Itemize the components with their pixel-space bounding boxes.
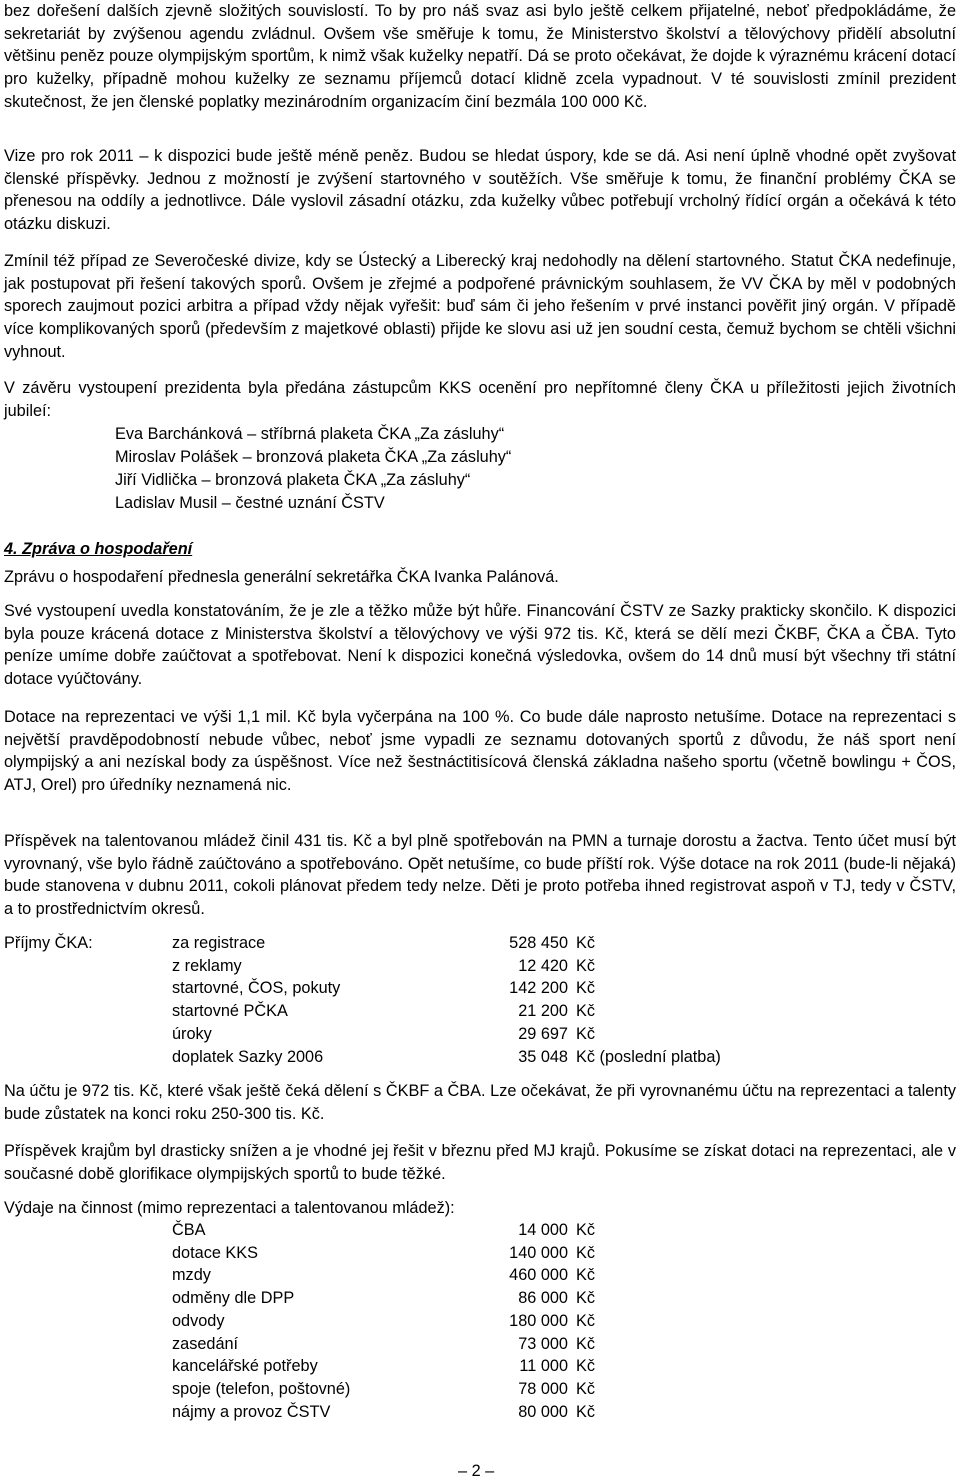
income-currency: Kč bbox=[576, 1002, 596, 1021]
table-row bbox=[172, 1310, 595, 1333]
expense-item: zasedání bbox=[172, 1334, 239, 1353]
expense-amount: 78 000 bbox=[518, 1379, 568, 1398]
table-row bbox=[172, 1378, 595, 1401]
income-amount: 29 697 bbox=[518, 1024, 568, 1043]
income-item: úroky bbox=[172, 1024, 212, 1043]
income-currency: Kč (poslední platba) bbox=[576, 1047, 721, 1066]
income-item: startovné PČKA bbox=[172, 1002, 288, 1021]
expense-currency: Kč bbox=[576, 1266, 596, 1285]
expense-item: nájmy a provoz ČSTV bbox=[172, 1402, 331, 1421]
expense-item: mzdy bbox=[172, 1266, 211, 1285]
paragraph-zprava-prednesla: Zprávu o hospodaření přednesla generální sekretářka ČKA Ivanka Palánová. bbox=[4, 568, 559, 586]
paragraph-dotace-olympijske: bez dořešení dalších zjevně složitých souvislostí. To by pro náš svaz asi bylo ještě celkem přijatelné, neboť předpokládáme, že sekretariát by zvýšenou agendu zvládnul. Ovšem vše směřuje k tomu, že Ministerstvo školství a tělovýchovy přidělí absolutní většinu peněz pouze olympijským sportům, k nimž však kuželky nepatří. Dá se proto očekávat, že dojde k výraznému krácení dotací pro kuželky, případně mohou kuželky ze seznamu příjemců dotací klidně zcela vypadnout. V té souvislosti zmínil prezident skutečnost, že jen členské poplatky mezinárodním organizacím činí bezmála 100 000 Kč. bbox=[4, 2, 956, 111]
page-number: – 2 – bbox=[458, 1462, 495, 1480]
paragraph-reprezentace: Dotace na reprezentaci ve výši 1,1 mil. Kč byla vyčerpána na 100 %. Co bude dále naprosto netušíme. Dotace na reprezentaci s největší pravděpodobností nebude vůbec, neboť jsme vypadli ze seznamu dotovaných sportů z důvodu, že náš sport není olympijský a ani nezískal body za úspěšnost. Více než šestnáctitisícová členská základna našeho sportu (včetně bowlingu + ČOS, ATJ, Orel) pro úředníky neznamená nic. bbox=[4, 708, 956, 795]
paragraph-ucet: Na účtu je 972 tis. Kč, které však ještě čeká dělení s ČKBF a ČBA. Lze očekávat, že při vyrovnanému účtu na reprezentaci a talenty bude zůstatek na konci roku 250-300 tis. Kč. bbox=[4, 1082, 956, 1123]
expense-currency: Kč bbox=[576, 1379, 596, 1398]
expense-item: odvody bbox=[172, 1311, 225, 1330]
income-currency: Kč bbox=[576, 979, 596, 998]
table-row bbox=[172, 1264, 595, 1287]
expense-amount: 86 000 bbox=[518, 1289, 568, 1308]
table-row bbox=[172, 1242, 595, 1265]
income-label: Příjmy ČKA: bbox=[4, 934, 93, 952]
section-heading-hospodareni: 4. Zpráva o hospodaření bbox=[4, 540, 193, 558]
table-row bbox=[4, 1023, 721, 1046]
expense-currency: Kč bbox=[576, 1334, 596, 1353]
expense-amount: 14 000 bbox=[518, 1221, 568, 1239]
income-currency: Kč bbox=[576, 934, 596, 952]
expense-amount: 140 000 bbox=[509, 1243, 568, 1262]
income-table bbox=[4, 932, 721, 1068]
expense-item: dotace KKS bbox=[172, 1243, 258, 1262]
expenses-table bbox=[172, 1219, 595, 1423]
table-row bbox=[4, 955, 721, 978]
income-item: doplatek Sazky 2006 bbox=[172, 1047, 324, 1066]
paragraph-vize-2011: Vize pro rok 2011 – k dispozici bude ještě méně peněz. Budou se hledat úspory, kde se dá. Asi není úplně vhodné opět zvyšovat členské příspěvky. Jednou z možností je zvýšení startovného v soutěžích. Vše směřuje k tomu, že finanční problémy ČKA se přenesou na oddíly a jednotlivce. Dále vyslovil zásadní otázku, zda kuželky vůbec potřebují vrcholný řídící orgán a očekává k této otázku diskuzi. bbox=[4, 147, 956, 234]
expense-currency: Kč bbox=[576, 1402, 596, 1421]
award-line: Eva Barchánková – stříbrná plaketa ČKA „Za zásluhy“ bbox=[115, 425, 505, 443]
expense-item: ČBA bbox=[172, 1221, 206, 1239]
income-amount: 21 200 bbox=[518, 1002, 568, 1021]
expense-amount: 73 000 bbox=[518, 1334, 568, 1353]
paragraph-financovani: Své vystoupení uvedla konstatováním, že je zle a těžko může být hůře. Financování ČSTV ze Sazky prakticky skončilo. K dispozici byla pouze krácená dotace z Ministerstva školství a tělovýchovy ve výši 972 tis. Kč, která se dělí mezi ČKBF, ČKA a ČBA. Tyto peníze umíme dobře zaúčtovat a spotřebovat. Není k dispozici konečná výsledovka, ovšem do 14 dnů musí být všechny tři státní dotace vyúčtovány. bbox=[4, 602, 956, 689]
table-row bbox=[172, 1219, 595, 1242]
table-row bbox=[4, 977, 721, 1000]
paragraph-prispevek-krajum: Příspěvek krajům byl drasticky snížen a je vhodné jej řešit v březnu před MJ krajů. Pokusíme se získat dotaci na reprezentaci, ale v současné době glorifikace olympijských sportů to bude těžké. bbox=[4, 1142, 956, 1183]
income-item: startovné, ČOS, pokuty bbox=[172, 979, 341, 998]
expense-amount: 11 000 bbox=[519, 1357, 568, 1376]
award-line: Ladislav Musil – čestné uznání ČSTV bbox=[115, 494, 385, 512]
table-row bbox=[4, 1000, 721, 1023]
income-amount: 12 420 bbox=[518, 956, 568, 975]
income-amount: 528 450 bbox=[509, 934, 568, 952]
table-row bbox=[4, 1046, 721, 1069]
expense-currency: Kč bbox=[576, 1311, 596, 1330]
table-row bbox=[172, 1287, 595, 1310]
paragraph-severoceska-divize: Zmínil též případ ze Severočeské divize, kdy se Ústecký a Liberecký kraj nedohodly na dělení startovného. Statut ČKA nedefinuje, jak postupovat při řešení takových sporů. Ovšem je zřejmé a podpořené právnickým souhlasem, že VV ČKA by měl v podobných sporech zaujmout pozici arbitra a případ vždy nějak vyřešit: buď sám či jeho řešením v prvé instanci pověřit jiný orgán. V případě více komplikovaných sporů (především z majetkové oblasti) přijde ke slovu asi už jen soudní cesta, čemuž bychom se chtěli všichni vyhnout. bbox=[4, 252, 956, 361]
income-item: z reklamy bbox=[172, 956, 242, 975]
award-line: Miroslav Polášek – bronzová plaketa ČKA „Za zásluhy“ bbox=[115, 448, 512, 466]
expense-currency: Kč bbox=[576, 1357, 596, 1376]
award-line: Jiří Vidlička – bronzová plaketa ČKA „Za zásluhy“ bbox=[115, 471, 471, 489]
expense-amount: 460 000 bbox=[509, 1266, 568, 1285]
table-row bbox=[172, 1401, 595, 1424]
expense-currency: Kč bbox=[576, 1243, 596, 1262]
paragraph-vydaje-intro: Výdaje na činnost (mimo reprezentaci a talentovanou mládež): bbox=[4, 1199, 455, 1217]
income-amount: 142 200 bbox=[509, 979, 568, 998]
paragraph-oceneni-intro: V závěru vystoupení prezidenta byla předána zástupcům KKS ocenění pro nepřítomné členy ČKA u příležitosti jejich životních jubileí: bbox=[4, 379, 956, 420]
income-currency: Kč bbox=[576, 1024, 596, 1043]
income-item: za registrace bbox=[172, 934, 266, 952]
expense-item: odměny dle DPP bbox=[172, 1289, 295, 1308]
expense-currency: Kč bbox=[576, 1221, 596, 1239]
expense-item: spoje (telefon, poštovné) bbox=[172, 1379, 351, 1398]
table-row bbox=[4, 932, 721, 955]
expense-amount: 180 000 bbox=[509, 1311, 568, 1330]
expense-amount: 80 000 bbox=[518, 1402, 568, 1421]
paragraph-talentovana-mladez: Příspěvek na talentovanou mládež činil 431 tis. Kč a byl plně spotřebován na PMN a turnaje dorostu a žactva. Tento účet musí být vyrovnaný, vše bylo řádně zaúčtováno a spotřebováno. Opět netušíme, co bude příští rok. Výše dotace na rok 2011 (bude-li nějaká) bude stanovena v dubnu 2011, cokoli plánovat předem tedy nelze. Děti je proto potřeba ihned registrovat aspoň v TJ, tedy v ČSTV, a to prostřednictvím okresů. bbox=[4, 832, 956, 919]
expense-item: kancelářské potřeby bbox=[172, 1357, 318, 1376]
table-row bbox=[172, 1355, 595, 1378]
expense-currency: Kč bbox=[576, 1289, 596, 1308]
income-currency: Kč bbox=[576, 956, 596, 975]
table-row bbox=[172, 1333, 595, 1356]
income-amount: 35 048 bbox=[518, 1047, 568, 1066]
